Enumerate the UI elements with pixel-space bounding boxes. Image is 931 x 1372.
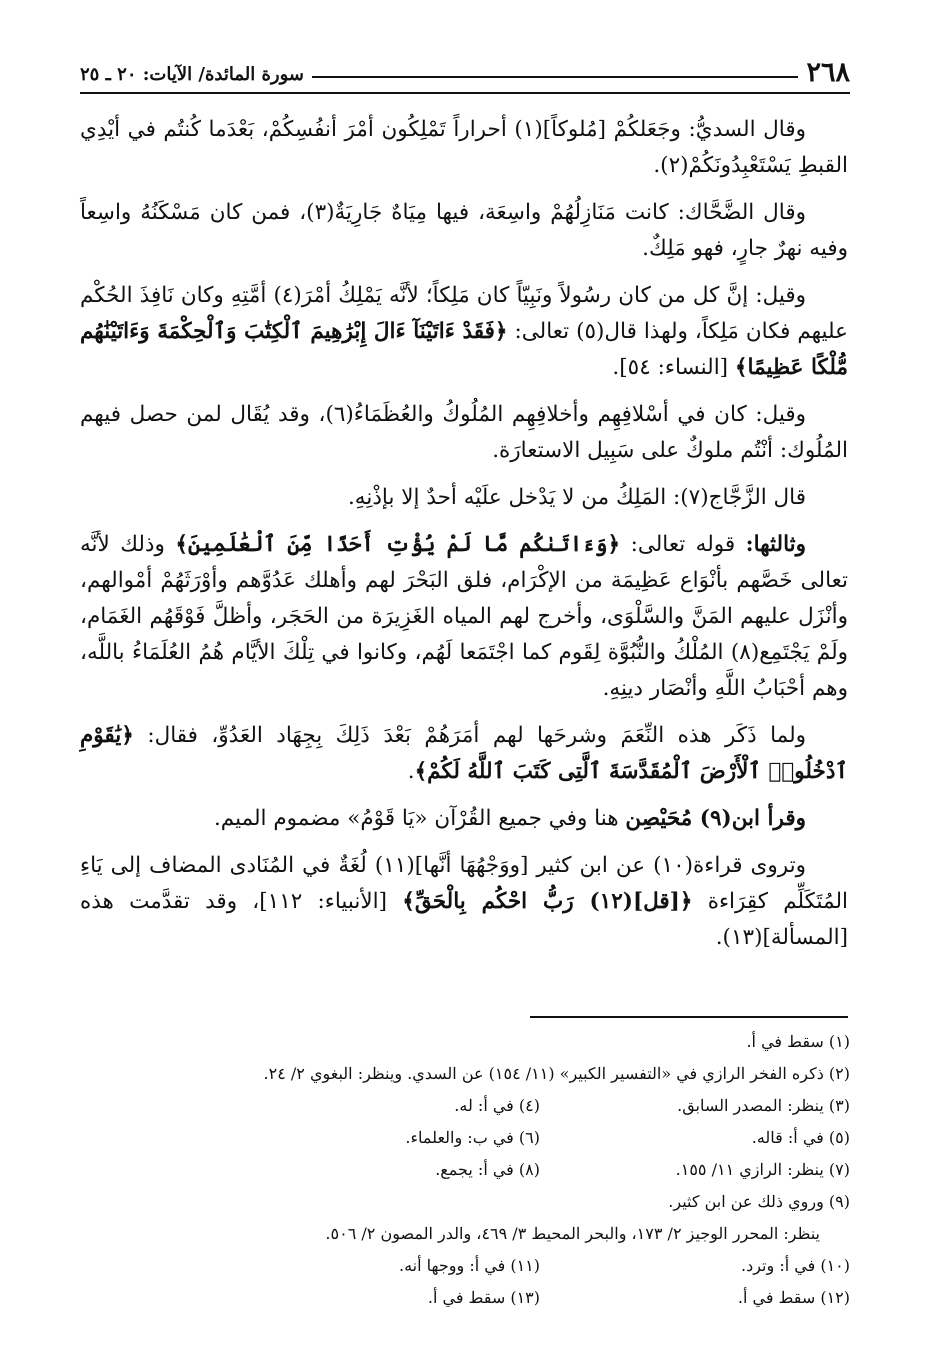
footnote-row	[80, 1058, 850, 1090]
header-rule	[80, 92, 850, 94]
verse-reference: [النساء: ٥٤].	[612, 355, 729, 380]
paragraph-text: [الأنبياء: ١١٢]، وقد تقدَّمت هذه [المسألة](١٣).	[80, 889, 848, 950]
footnote: (٨) في أ: يجمع.	[435, 1160, 540, 1179]
footnote: (١٣) سقط في أ.	[427, 1288, 540, 1307]
paragraph	[80, 195, 848, 267]
quran-verse: ﴿وَءَاتَىٰكُم مَّا لَمْ يُؤْتِ أَحَدًا مِّنَ ٱلْعَٰلَمِينَ﴾	[175, 532, 621, 557]
paragraph	[80, 278, 848, 386]
paragraph-text: وقال الضَّحَّاك: كانت مَنَازِلُهُمْ واسِعَة، فيها مِيَاهٌ جَارِيَةٌ(٣)، فمن كان مَسْكَنُهُ واسِعاً وفيه نهرٌ جارٍ، فهو مَلِكٌ.	[80, 200, 848, 261]
footnote: (١٠) في أ: وترد.	[741, 1256, 850, 1275]
section-lead: وثالثها:	[745, 532, 806, 557]
footnote-row	[80, 1186, 850, 1218]
footnote: (٥) في أ: قاله.	[751, 1128, 850, 1147]
footnote-row	[80, 1250, 850, 1282]
footnote-separator	[530, 1016, 848, 1018]
footnote: (٣) ينظر: المصدر السابق.	[677, 1096, 850, 1115]
footnote: (٩) وروي ذلك عن ابن كثير.	[668, 1192, 850, 1211]
footnote: (١) سقط في أ.	[746, 1032, 850, 1051]
footnote-row	[80, 1122, 850, 1154]
section-lead: وقرأ ابن(٩) مُحَيْصِن	[625, 806, 806, 831]
footnote-row	[80, 1154, 850, 1186]
running-title: سورة المائدة/ الآيات: ٢٠ ـ ٢٥	[80, 64, 304, 85]
footnote: (٤) في أ: له.	[454, 1096, 540, 1115]
footnote-row	[80, 1282, 850, 1314]
main-text	[80, 112, 848, 967]
footnote: ينظر: المحرر الوجيز ٢/ ١٧٣، والبحر المحيط ٣/ ٤٦٩، والدر المصون ٢/ ٥٠٦.	[325, 1224, 820, 1243]
paragraph-text: وقيل: إنَّ كل من كان رسُولاً ونَبِيّاً كان مَلِكاً؛ لأنَّه يَمْلِكُ أمْرَ(٤) أمَّتِهِ وكان نَافِذَ الحُكْم عليهم فكان مَلِكاً، ولهذا قال(٥) تعالى:	[80, 283, 848, 344]
paragraph-text: وقال السديُّ: وجَعَلكُمْ [مُلوكاً](١) أحراراً تَمْلِكُون أمْرَ أنفُسِكُمْ، بَعْدَما كُنتُم في أيْدِي القبطِ يَسْتَعْبِدُونَكُمْ(٢).	[80, 117, 848, 178]
footnotes	[80, 1026, 850, 1314]
paragraph-text: وتروى قراءة(١٠) عن ابن كثير [ووَجْهُهَا أنَّها](١١) لُغَةٌ في المُنَادى المضاف إلى يَاءِ المُتَكَلِّم كقِرَاءة	[80, 853, 848, 914]
paragraph	[80, 718, 848, 790]
paragraph	[80, 112, 848, 184]
footnote: (٦) في ب: والعلماء.	[405, 1128, 540, 1147]
footnote: (١١) في أ: ووجها أنه.	[399, 1256, 540, 1275]
paragraph-text: .	[407, 759, 415, 784]
page-header	[80, 46, 850, 86]
paragraph-text: قال الزَّجَّاج(٧): المَلِكُ من لا يَدْخل علَيْه أحدٌ إلا بإذْنِهِ.	[347, 485, 806, 510]
paragraph	[80, 480, 848, 516]
footnote-row	[80, 1090, 850, 1122]
paragraph	[80, 801, 848, 837]
quran-verse: ﴿يَٰقَوْمِ ٱدْخُلُوا۟ ٱلْأَرْضَ ٱلْمُقَدَّسَةَ ٱلَّتِى كَتَبَ ٱللَّهُ لَكُمْ﴾	[80, 723, 848, 784]
footnote-row	[80, 1026, 850, 1058]
paragraph-text: ولما ذَكَر هذه النِّعَمَ وشرحَها لهم أمَرَهُمْ بَعْدَ ذَلِكَ بِجِهَاد العَدُوِّ، فقال:	[147, 723, 806, 748]
footnote: (٧) ينظر: الرازي ١١/ ١٥٥.	[675, 1160, 850, 1179]
paragraph	[80, 527, 848, 707]
footnote: (١٢) سقط في أ.	[737, 1288, 850, 1307]
paragraph-text: وذلك لأنَّه تعالى خَصَّهم بأنْوَاع عَظِيمَة من الإكْرَام، فلق البَحْرَ لهم وأهلك عَدُوَّهم وأوْرَثَهُمْ أمْوالهم، وأنْزَل عليهم المَنَّ والسَّلْوَى، وأخرج لهم المياه الغَزِيرَة من الحَجَر، وأظلَّ فَوْقَهُم الغَمَام، ولَمْ يَجْتَمِع(٨) المُلْكُ والنُّبُوَّة لِقَوم كما اجْتَمَعا لَهُم، وكانوا في تِلْكَ الأيَّام هُمُ العُلَمَاءُ باللَّه، وهم أحْبَابُ اللَّهِ وأنْصَار دينِهِ.	[80, 532, 849, 701]
paragraph-text: قوله تعالى:	[630, 532, 736, 557]
paragraph-text: هنا وفي جميع القُرْآن «يَا قَوْمُ» مضموم الميم.	[213, 806, 619, 831]
paragraph	[80, 397, 848, 469]
quran-verse: ﴿فَقَدْ ءَاتَيْنَآ ءَالَ إِبْرَٰهِيمَ ٱلْكِتَٰبَ وَٱلْحِكْمَةَ وَءَاتَيْنَٰهُم مُّلْكًا عَظِيمًا﴾	[80, 319, 848, 380]
header-line	[312, 76, 798, 78]
page-number: ٢٦٨	[806, 57, 850, 88]
paragraph-text: وقيل: كان في أسْلافِهِم وأخلافِهِم المُلُوكُ والعُظَمَاءُ(٦)، وقد يُقَال لمن حصل فيهم المُلُوك: أنْتُم ملوكٌ على سَبِيل الاستعارَة.	[80, 402, 848, 463]
paragraph	[80, 848, 848, 956]
footnote-row	[80, 1218, 850, 1250]
quran-verse: ﴿[قل](١٢) رَبُّ احْكُم بِالْحَقِّ﴾	[402, 889, 693, 914]
footnote: (٢) ذكره الفخر الرازي في «التفسير الكبير» (١١/ ١٥٤) عن السدي. وينظر: البغوي ٢/ ٢٤.	[263, 1064, 850, 1083]
